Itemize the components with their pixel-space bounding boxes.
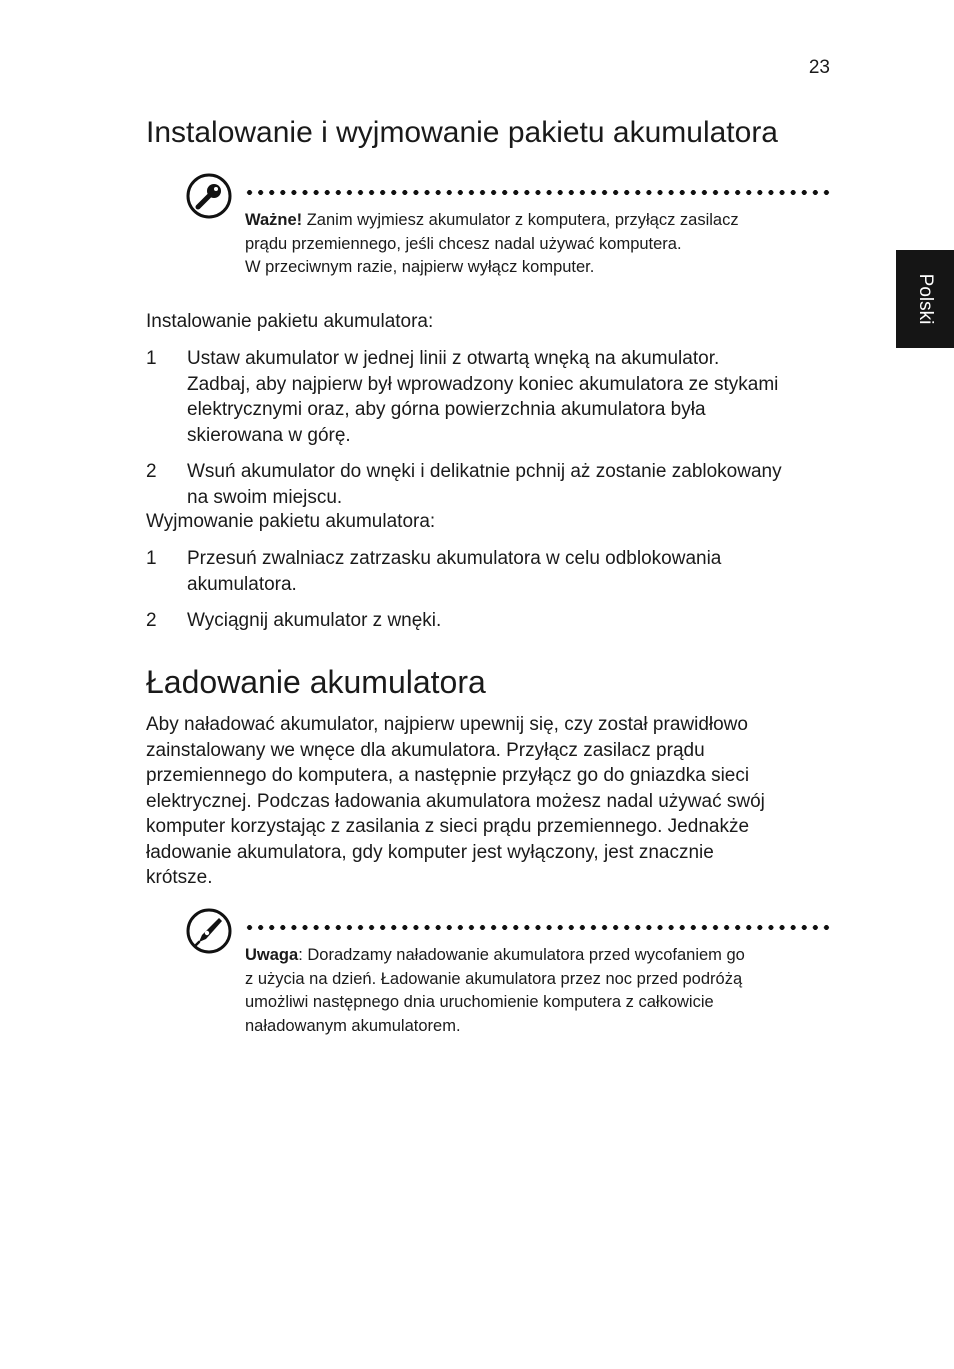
important-label: Ważne!: [245, 211, 303, 229]
step-number: 2: [146, 461, 157, 482]
remove-intro: Wyjmowanie pakietu akumulatora:: [146, 511, 436, 532]
install-intro: Instalowanie pakietu akumulatora:: [146, 311, 434, 332]
step-number: 2: [146, 610, 157, 631]
remark-note: [186, 908, 830, 1048]
section-title-install-remove: Instalowanie i wyjmowanie pakietu akumulatora: [146, 116, 778, 149]
note-dotted-rule: [244, 190, 830, 195]
step-text: Wyciągnij akumulator z wnęki.: [187, 610, 442, 631]
important-note: [186, 173, 830, 293]
step-number: 1: [146, 548, 157, 569]
remark-label: Uwaga: [245, 946, 299, 964]
pen-nib-icon: [186, 908, 232, 954]
page-number: 23: [808, 57, 830, 78]
step-number: 1: [146, 348, 157, 369]
language-tab: [896, 250, 954, 348]
important-note-text: Ważne! Zanim wyjmiesz akumulator z komputera, przyłącz zasilacz prądu przemiennego, jeśli chcesz nadal używać komputera. W przeciwnym razie, najpierw wyłącz komputer.: [245, 211, 739, 276]
key-icon: [186, 173, 232, 219]
section-title-charging: Ładowanie akumulatora: [146, 664, 486, 700]
note-dotted-rule: [244, 925, 830, 930]
step-text: Ustaw akumulator w jednej linii z otwartą wnęką na akumulator. Zadbaj, aby najpierw był wprowadzony koniec akumulatora ze stykami elektrycznymi oraz, aby górna powierzchnia akumulatora była skierowana w górę.: [187, 348, 779, 446]
step-text: Przesuń zwalniacz zatrzasku akumulatora w celu odblokowania akumulatora.: [187, 548, 722, 595]
step-text: Wsuń akumulator do wnęki i delikatnie pchnij aż zostanie zablokowany na swoim miejscu.: [187, 461, 782, 508]
remark-note-text: Uwaga: Doradzamy naładowanie akumulatora przed wycofaniem go z użycia na dzień. Ładowanie akumulatora przez noc przed podróżą umożliwi następnego dnia uruchomienie komputera z całkowicie naładowanym akumulatorem.: [245, 946, 745, 1035]
charging-body: Aby naładować akumulator, najpierw upewnij się, czy został prawidłowo zainstalowany we wnęce dla akumulatora. Przyłącz zasilacz prądu przemiennego do komputera, a następnie przyłącz go do gniazdka sieci elektrycznej. Podczas ładowania akumulatora możesz nadal używać swój komputer korzystając z zasilania z sieci prądu przemiennego. Jednakże ładowanie akumulatora, gdy komputer jest wyłączony, jest znacznie krótsze.: [146, 714, 765, 888]
language-tab-label: Polski: [915, 273, 936, 325]
